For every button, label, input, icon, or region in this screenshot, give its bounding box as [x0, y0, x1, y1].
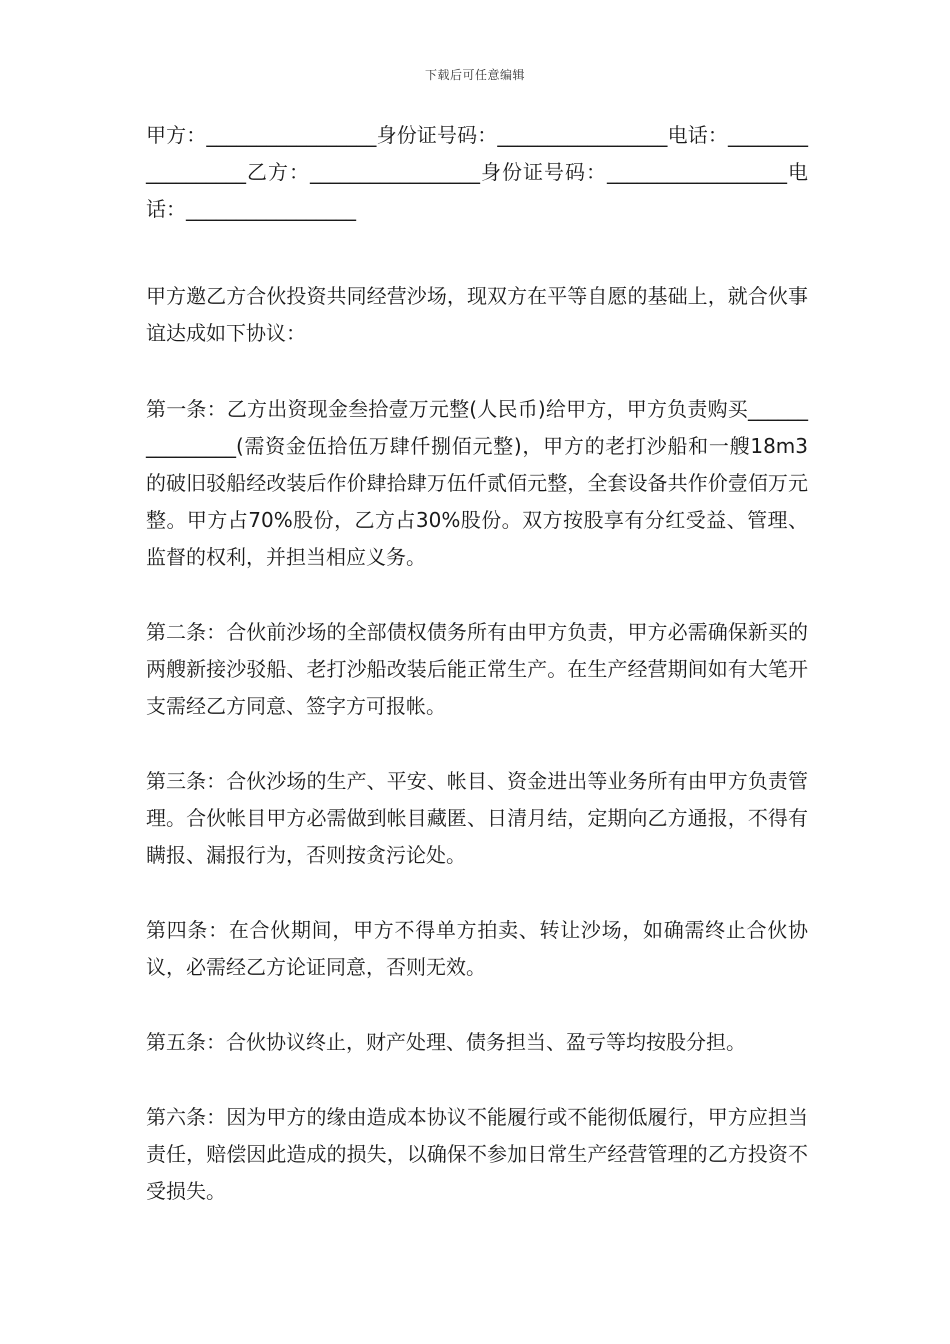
article-2: 第二条：合伙前沙场的全部债权债务所有由甲方负责，甲方必需确保新买的两艘新接沙驳船、老打沙船改装后能正常生产。在生产经营期间如有大笔开支需经乙方同意、签字方可报帐。: [146, 620, 808, 718]
intro-paragraph: 甲方邀乙方合伙投资共同经营沙场，现双方在平等自愿的基础上，就合伙事谊达成如下协议：: [146, 284, 808, 345]
article-6: 第六条：因为甲方的缘由造成本协议不能履行或不能彻低履行，甲方应担当责任，赔偿因此造成的损失，以确保不参加日常生产经营管理的乙方投资不受损失。: [146, 1105, 808, 1203]
article-1: 第一条：乙方出资现金叁拾壹万元整(人民币)给甲方，甲方负责购买_______________(需资金伍拾伍万肆仟捌佰元整)，甲方的老打沙船和一艘18m3的破旧驳船经改装后作价肆拾肆万伍仟贰佰元整，全套设备共作价壹佰万元整。甲方占70%股份，乙方占30%股份。双方按股享有分红受益、管理、监督的权利，并担当相应义务。: [146, 397, 808, 569]
article-3: 第三条：合伙沙场的生产、平安、帐目、资金进出等业务所有由甲方负责管理。合伙帐目甲方必需做到帐目藏匿、日清月结，定期向乙方通报，不得有瞒报、漏报行为，否则按贪污论处。: [146, 769, 808, 867]
parties-line: 甲方：_________________身份证号码：_________________电话：__________________乙方：_________________身份证号码：__________________电话：_________________: [146, 123, 808, 221]
page-header-note: 下载后可任意编辑: [424, 68, 525, 82]
article-5: 第五条：合伙协议终止，财产处理、债务担当、盈亏等均按股分担。: [146, 1030, 746, 1054]
document-body: [146, 117, 808, 1248]
article-4: 第四条：在合伙期间，甲方不得单方拍卖、转让沙场，如确需终止合伙协议，必需经乙方论证同意，否则无效。: [146, 918, 808, 979]
